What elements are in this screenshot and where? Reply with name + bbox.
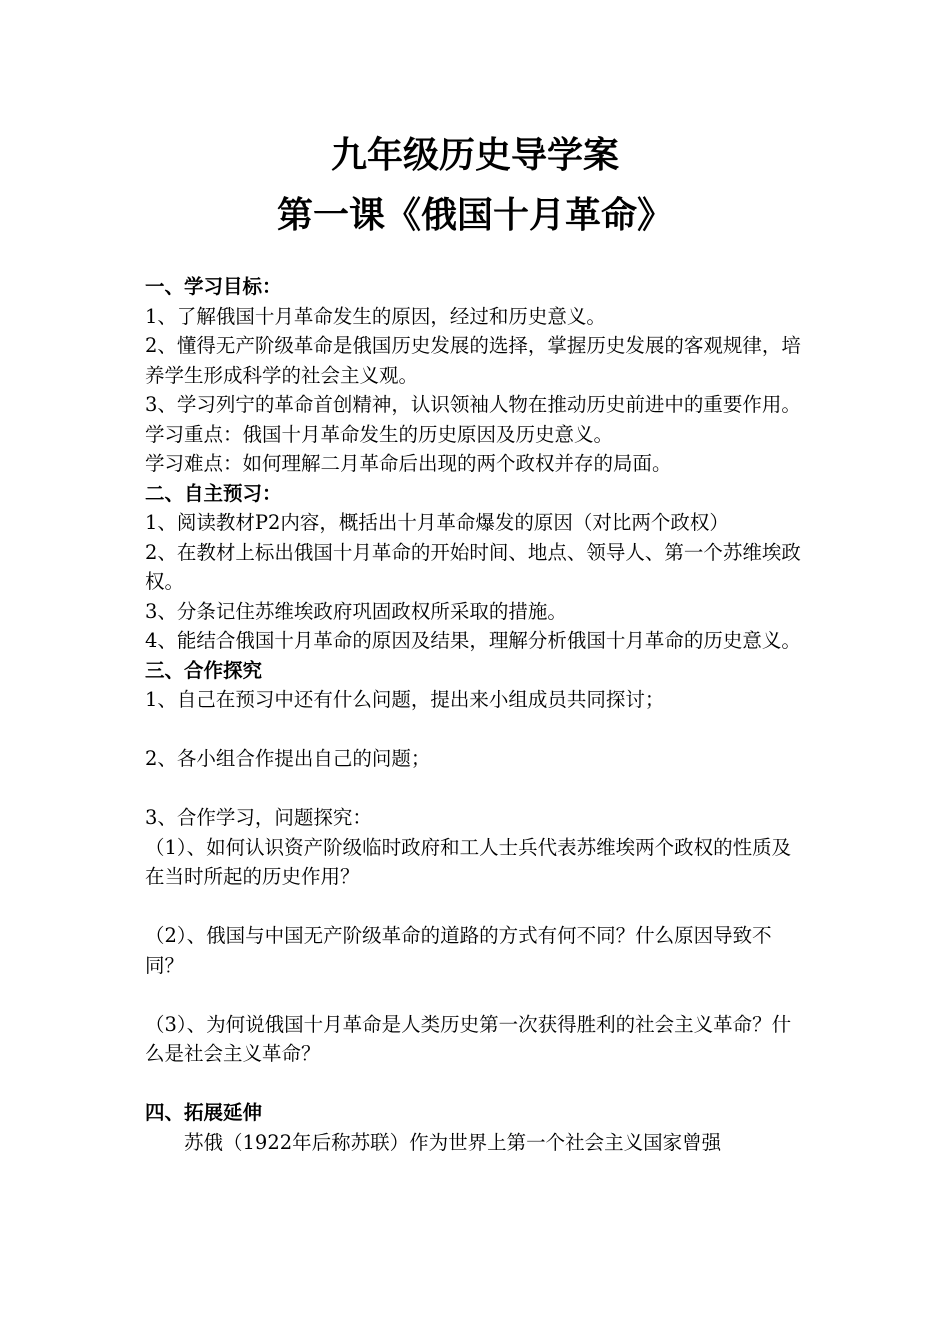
document-body <box>145 272 810 1157</box>
key-point: 学习重点：俄国十月革命发生的历史原因及历史意义。 <box>145 422 614 446</box>
difficulty-point: 学习难点：如何理解二月革命后出现的两个政权并存的局面。 <box>145 452 672 475</box>
objective-item: 2、懂得无产阶级革命是俄国历史发展的选择，掌握历史发展的客观规律，培养学生形成科学的社会主义观。 <box>145 334 801 387</box>
extension-paragraph: 苏俄（1922年后称苏联）作为世界上第一个社会主义国家曾强 <box>184 1130 722 1154</box>
section-heading-objectives: 一、学习目标： <box>145 275 282 298</box>
preview-item: 2、在教材上标出俄国十月革命的开始时间、地点、领导人、第一个苏维埃政权。 <box>145 540 801 593</box>
document-title: 九年级历史导学案 <box>330 135 619 176</box>
section-heading-preview: 二、自主预习： <box>145 481 282 505</box>
preview-item: 1、阅读教材P2内容，概括出十月革命爆发的原因（对比两个政权） <box>145 511 729 534</box>
objective-item: 3、学习列宁的革命首创精神，认识领袖人物在推动历史前进中的重要作用。 <box>145 393 801 416</box>
section-heading-cooperation: 三、合作探究 <box>145 658 263 682</box>
cooperation-item: 3、合作学习，问题探究： <box>145 806 372 829</box>
blank-line <box>145 715 810 745</box>
cooperation-item: 2、各小组合作提出自己的问题； <box>145 747 431 770</box>
inquiry-question: （1）、如何认识资产阶级临时政府和工人士兵代表苏维埃两个政权的性质及在当时所起的历史作用？ <box>145 835 792 888</box>
blank-line <box>145 774 810 804</box>
blank-line <box>145 980 810 1010</box>
blank-line <box>145 892 810 922</box>
inquiry-question: （3）、为何说俄国十月革命是人类历史第一次获得胜利的社会主义革命？什么是社会主义革命？ <box>145 1012 792 1065</box>
inquiry-question: （2）、俄国与中国无产阶级革命的道路的方式有何不同？什么原因导致不同？ <box>145 924 772 977</box>
lesson-title: 第一课《俄国十月革命》 <box>276 195 673 236</box>
preview-item: 3、分条记住苏维埃政府巩固政权所采取的措施。 <box>145 599 567 623</box>
preview-item: 4、能结合俄国十月革命的原因及结果，理解分析俄国十月革命的历史意义。 <box>145 629 801 652</box>
cooperation-item: 1、自己在预习中还有什么问题，提出来小组成员共同探讨； <box>145 688 665 711</box>
objective-item: 1、了解俄国十月革命发生的原因，经过和历史意义。 <box>145 304 606 328</box>
section-heading-extension: 四、拓展延伸 <box>145 1101 263 1124</box>
blank-line <box>145 1069 810 1099</box>
